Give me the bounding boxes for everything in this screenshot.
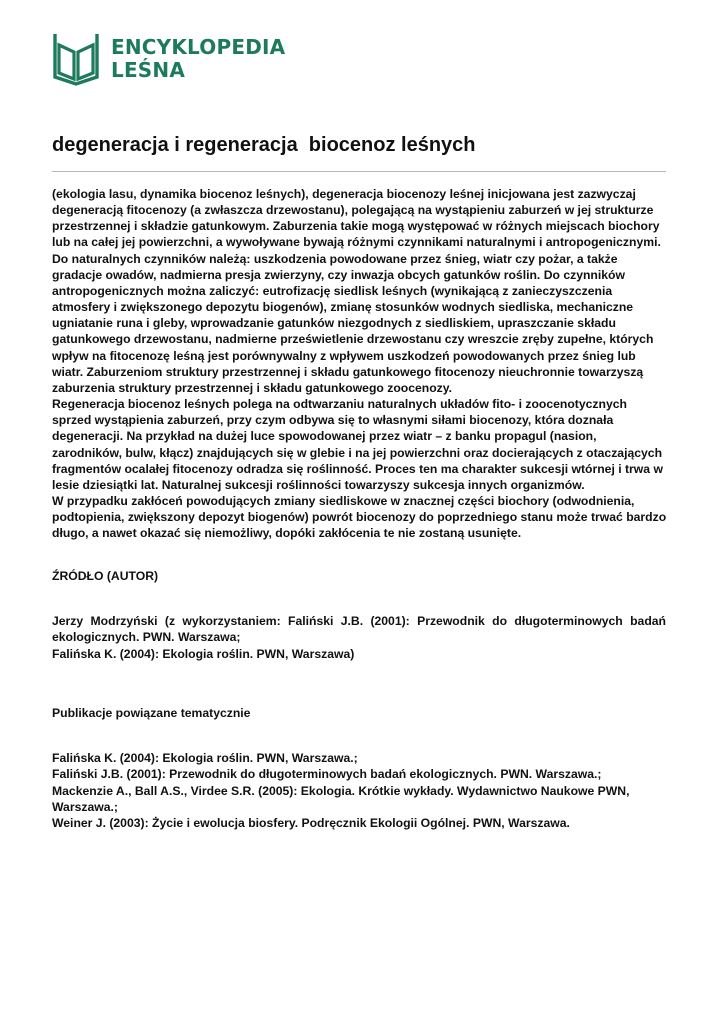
related-publication: Faliński J.B. (2001): Przewodnik do długoterminowych badań ekologicznych. PWN. Warszawa.; (52, 767, 602, 782)
logo-wordmark (111, 36, 285, 82)
source-text (52, 613, 666, 662)
related-publication: Mackenzie A., Ball A.S., Virdee S.R. (2005): Ekologia. Krótkie wykłady. Wydawnictwo Naukowe PWN, Warszawa.; (52, 783, 630, 814)
article-body (52, 186, 668, 541)
article-paragraph: (ekologia lasu, dynamika biocenoz leśnych), degeneracja biocenozy leśnej inicjowana jest zazwyczaj degeneracją fitocenozy (a zwłaszcza drzewostanu), polegającą na wystąpieniu zaburzeń w jej strukturze przestrzennej i składzie gatunkowym. Zaburzenia takie mogą występować w różnych miejscach biochory lub na całej jej powierzchni, a wywoływane bywają różnymi czynnikami naturalnymi i antropogenicznymi. Do naturalnych czynników należą: uszkodzenia powodowane przez śnieg, wiatr czy pożar, a także gradacje owadów, nadmierna presja zwierzyny, czy inwazja obcych gatunków roślin. Do czynników antropogenicznych można zaliczyć: eutrofizację siedlisk leśnych (wynikającą z zanieczyszczenia atmosfery i zwiększonego depozytu biogenów), zmianę stosunków wodnych siedliska, mechaniczne ugniatanie runa i gleby, wprowadzanie gatunków niezgodnych z siedliskiem, upraszczanie składu gatunkowego drzewostanu, nadmierne prześwietlenie drzewostanu czy wreszcie zręby zupełne, których wpływ na fitocenozę leśną jest porównywalny z wpływem uszkodzeń powodowanych przez śnieg lub wiatr. Zaburzeniom struktury przestrzennej i składu gatunkowego fitocenozy nieuchronnie towarzyszą zaburzenia struktury przestrzennej i składu gatunkowego zoocenozy. (52, 187, 661, 395)
site-logo (52, 32, 285, 86)
article-paragraph: W przypadku zakłóceń powodujących zmiany siedliskowe w znacznej części biochory (odwodnienia, podtopienia, zwiększony depozyt biogenów) powrót biocenozy do poprzedniego stanu może trwać bardzo długo, a nawet okazać się niemożliwy, dopóki zakłócenia te nie zostaną usunięte. (52, 493, 667, 541)
article-paragraph: Regeneracja biocenoz leśnych polega na odtwarzaniu naturalnych układów fito- i zoocenotycznych sprzed wystąpienia zaburzeń, przy czym odbywa się to własnymi siłami biocenozy, która doznała degeneracji. Na przykład na dużej luce spowodowanej przez wiatr – z banku propagul (nasion, zarodników, bulw, kłącz) znajdujących się w glebie i na jej powierzchni oraz docierających z otaczających fragmentów ocalałej fitocenozy odradza się roślinność. Proces ten ma charakter sukcesji wtórnej i trwa w lesie dziesiątki lat. Naturalnej sukcesji roślinności towarzyszy sukcesja innych organizmów. (52, 397, 663, 492)
page-title: degeneracja i regeneracja biocenoz leśnych (52, 134, 476, 156)
source-line: Jerzy Modrzyński (z wykorzystaniem: Faliński J.B. (2001): Przewodnik do długoterminowych badań ekologicznych. PWN. Warszawa; (52, 614, 666, 645)
source-heading: ŹRÓDŁO (AUTOR) (52, 569, 159, 583)
related-publication: Weiner J. (2003): Życie i ewolucja biosfery. Podręcznik Ekologii Ogólnej. PWN, Warszawa. (52, 816, 570, 831)
title-divider (52, 171, 666, 172)
related-heading: Publikacje powiązane tematycznie (52, 706, 251, 720)
source-line: Falińska K. (2004): Ekologia roślin. PWN, Warszawa) (52, 646, 355, 661)
logo-line-2: LEŚNA (111, 58, 186, 82)
logo-line-1: ENCYKLOPEDIA (111, 35, 286, 59)
related-publication: Falińska K. (2004): Ekologia roślin. PWN, Warszawa.; (52, 751, 358, 765)
related-publications-list (52, 750, 666, 831)
open-book-icon (52, 32, 100, 86)
